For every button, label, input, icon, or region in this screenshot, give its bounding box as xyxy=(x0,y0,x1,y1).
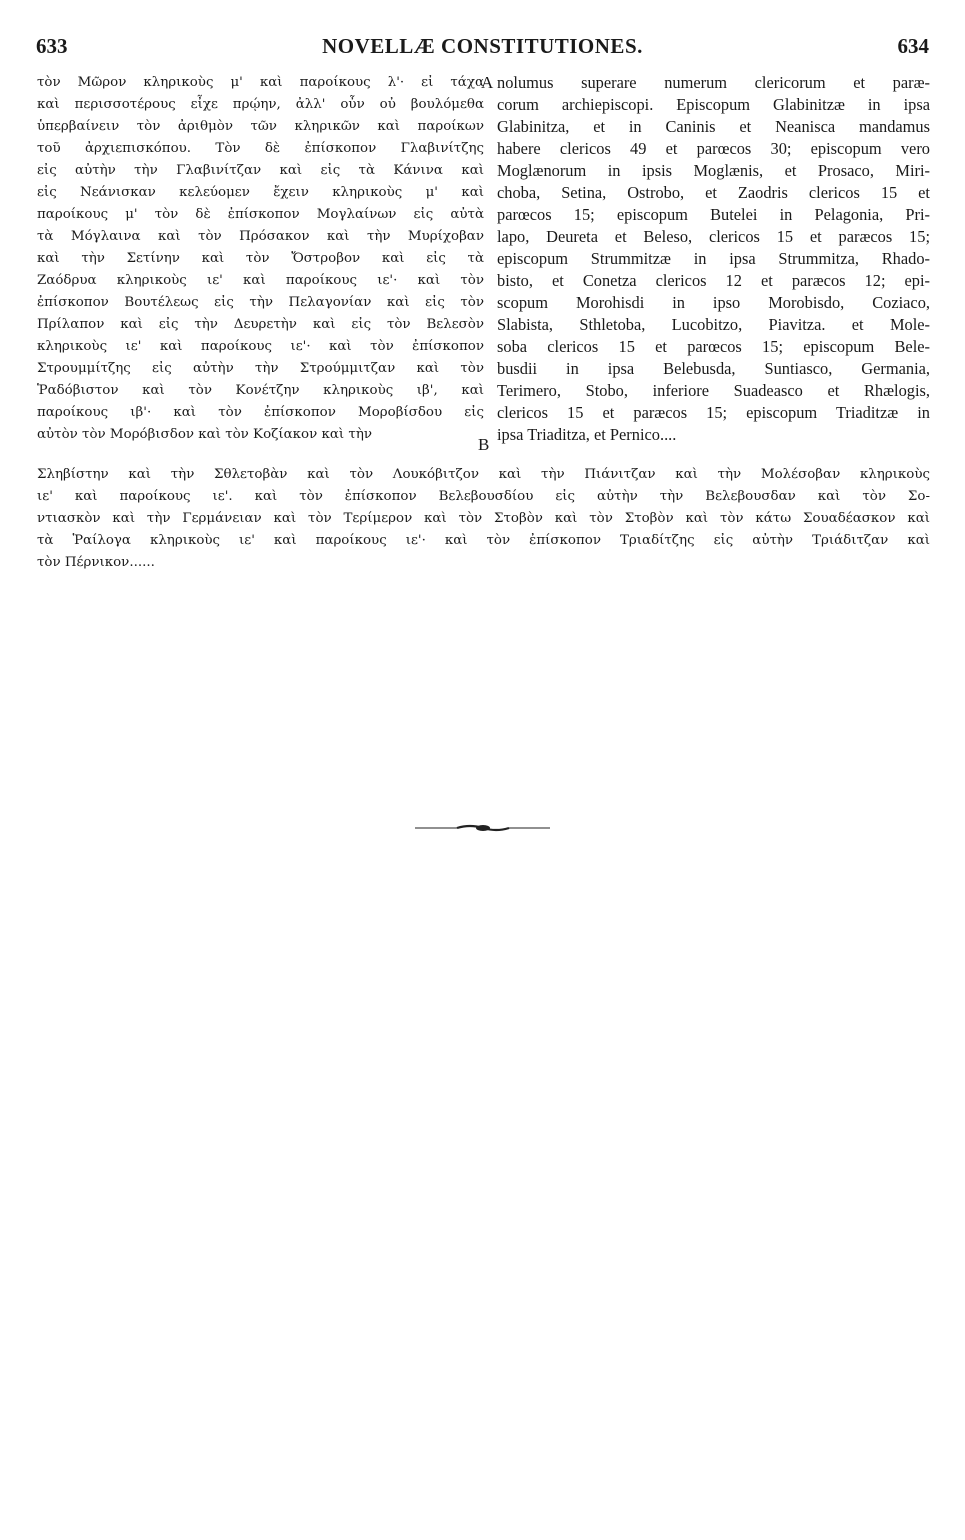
greek-text-line: Στρουμμίτζης εἰς αὐτὴν τὴν Στρούμμιτζαν καὶ τὸν xyxy=(37,361,484,376)
latin-text-line: ipsa Triaditza, et Pernico.... xyxy=(497,425,677,444)
greek-text-line: εἰς Νεάνισκαν κελεύομεν ἔχειν κληρικοὺς μ' καὶ xyxy=(37,185,484,200)
greek-text-line: τὰ Ῥαίλογα κληρικοὺς ιε' καὶ παροίκους ιε'· καὶ τὸν ἐπίσκοπον Τριαδίτζης εἰς αὐτὴν Τριάδιτζαν καὶ xyxy=(37,533,930,548)
greek-text-line: καὶ τὴν Σετίνην καὶ τὸν Ὄστροβον καὶ εἰς τὰ xyxy=(37,251,484,266)
page-number-right: 634 xyxy=(897,34,929,58)
greek-text-line: Ζαόδρυα κληρικοὺς ιε' καὶ παροίκους ιε'· καὶ τὸν xyxy=(37,273,484,288)
greek-text-line: κληρικοὺς ιε' καὶ παροίκους ιε'· καὶ τὸν ἐπίσκοπον xyxy=(37,339,484,354)
section-marker-b: B xyxy=(478,435,490,454)
latin-text-line: bisto, et Conetza clericos 12 et paræcos 12; epi- xyxy=(497,271,930,290)
greek-full-width-text xyxy=(37,464,930,574)
greek-text-line: ιε' καὶ παροίκους ιε'. καὶ τὸν ἐπίσκοπον Βελεβουσδίου εἰς αὐτὴν τὴν Βελεβουσδαν καὶ τὸν Σο- xyxy=(37,489,930,504)
latin-text-line: parœcos 15; episcopum Butelei in Pelagonia, Pri- xyxy=(497,205,930,224)
greek-text-line: τὸν Μῶρον κληρικοὺς μ' καὶ παροίκους λ'· εἰ τάχα xyxy=(37,75,484,90)
page-number-left: 633 xyxy=(36,34,68,58)
latin-text-column xyxy=(497,72,930,446)
ornament-divider xyxy=(415,823,550,833)
section-marker-a: A xyxy=(481,73,494,92)
latin-text-line: clericos 15 et paræcos 15; episcopum Triaditzæ in xyxy=(497,403,930,422)
latin-text-line: choba, Setina, Ostrobo, et Zaodris clericos 15 et xyxy=(497,183,930,202)
greek-text-line: ντιασκὸν καὶ τὴν Γερμάνειαν καὶ τὸν Τερίμερον καὶ τὸν Στοβὸν καὶ τὸν Στοβὸν καὶ τὸν κάτω Σουαδέασκον καὶ xyxy=(37,511,930,526)
latin-text-line: episcopum Strummitzæ in ipsa Strummitza, Rhado- xyxy=(497,249,930,268)
page-header xyxy=(36,34,929,62)
greek-text-line: παροίκους ιβ'· καὶ τὸν ἐπίσκοπον Μοροβίσδου εἰς xyxy=(37,405,484,420)
latin-text-line: Moglænorum in ipsis Moglænis, et Prosaco, Miri- xyxy=(497,161,930,180)
latin-text-line: corum archiepiscopi. Episcopum Glabinitzæ in ipsa xyxy=(497,95,930,114)
greek-text-line: αὐτὸν τὸν Μορόβισδον καὶ τὸν Κοζίακον καὶ τὴν xyxy=(37,427,372,442)
greek-text-line: καὶ περισσοτέρους εἶχε πρῴην, ἀλλ' οὖν οὐ βουλόμεθα xyxy=(37,97,484,112)
latin-text-line: busdii in ipsa Belebusda, Suntiasco, Germania, xyxy=(497,359,930,378)
latin-text-line: Slabista, Sthletoba, Lucobitzo, Piavitza. et Mole- xyxy=(497,315,930,334)
latin-text-line: lapo, Deureta et Beleso, clericos 15 et paræcos 15; xyxy=(497,227,930,246)
greek-text-line: εἰς αὐτὴν τὴν Γλαβινίτζαν καὶ εἰς τὰ Κάνινα καὶ xyxy=(37,163,484,178)
latin-text-line: habere clericos 49 et parœcos 30; episcopum vero xyxy=(497,139,930,158)
running-title: NOVELLÆ CONSTITUTIONES. xyxy=(322,34,643,58)
latin-text-line: Terimero, Stobo, inferiore Suadeasco et Rhælogis, xyxy=(497,381,930,400)
greek-text-line: ἐπίσκοπον Βουτέλεως εἰς τὴν Πελαγονίαν καὶ εἰς τὸν xyxy=(37,295,484,310)
greek-text-line: Πρίλαπον καὶ εἰς τὴν Δευρετὴν καὶ εἰς τὸν Βελεσὸν xyxy=(37,317,484,332)
greek-text-line: ὑπερβαίνειν τὸν ἀριθμὸν τῶν κληρικῶν καὶ παροίκων xyxy=(37,119,484,134)
latin-text-line: Glabinitza, et in Caninis et Neanisca mandamus xyxy=(497,117,930,136)
greek-text-line: τὰ Μόγλαινα καὶ τὸν Πρόσακον καὶ τὴν Μυρίχοβαν xyxy=(37,229,484,244)
greek-text-line: Ῥαδόβιστον καὶ τὸν Κονέτζην κληρικοὺς ιβ', καὶ xyxy=(37,383,484,398)
greek-text-line: παροίκους μ' τὸν δὲ ἐπίσκοπον Μογλαίνων εἰς αὐτὰ xyxy=(37,207,484,222)
greek-text-column xyxy=(37,72,484,446)
latin-text-line: scopum Morohisdi in ipso Morobisdo, Coziaco, xyxy=(497,293,930,312)
greek-text-line: Σληβίστην καὶ τὴν Σθλετοβὰν καὶ τὸν Λουκόβιτζον καὶ τὴν Πιάνιτζαν καὶ τὴν Μολέσοβαν κληρικοὺς xyxy=(37,467,930,482)
greek-text-line: τὸν Πέρνικον...... xyxy=(37,555,155,570)
latin-text-line: nolumus superare numerum clericorum et paræ- xyxy=(497,73,930,92)
greek-text-line: τοῦ ἀρχιεπισκόπου. Τὸν δὲ ἐπίσκοπον Γλαβινίτζης xyxy=(37,141,484,156)
latin-text-line: soba clericos 15 et parœcos 15; episcopum Bele- xyxy=(497,337,930,356)
